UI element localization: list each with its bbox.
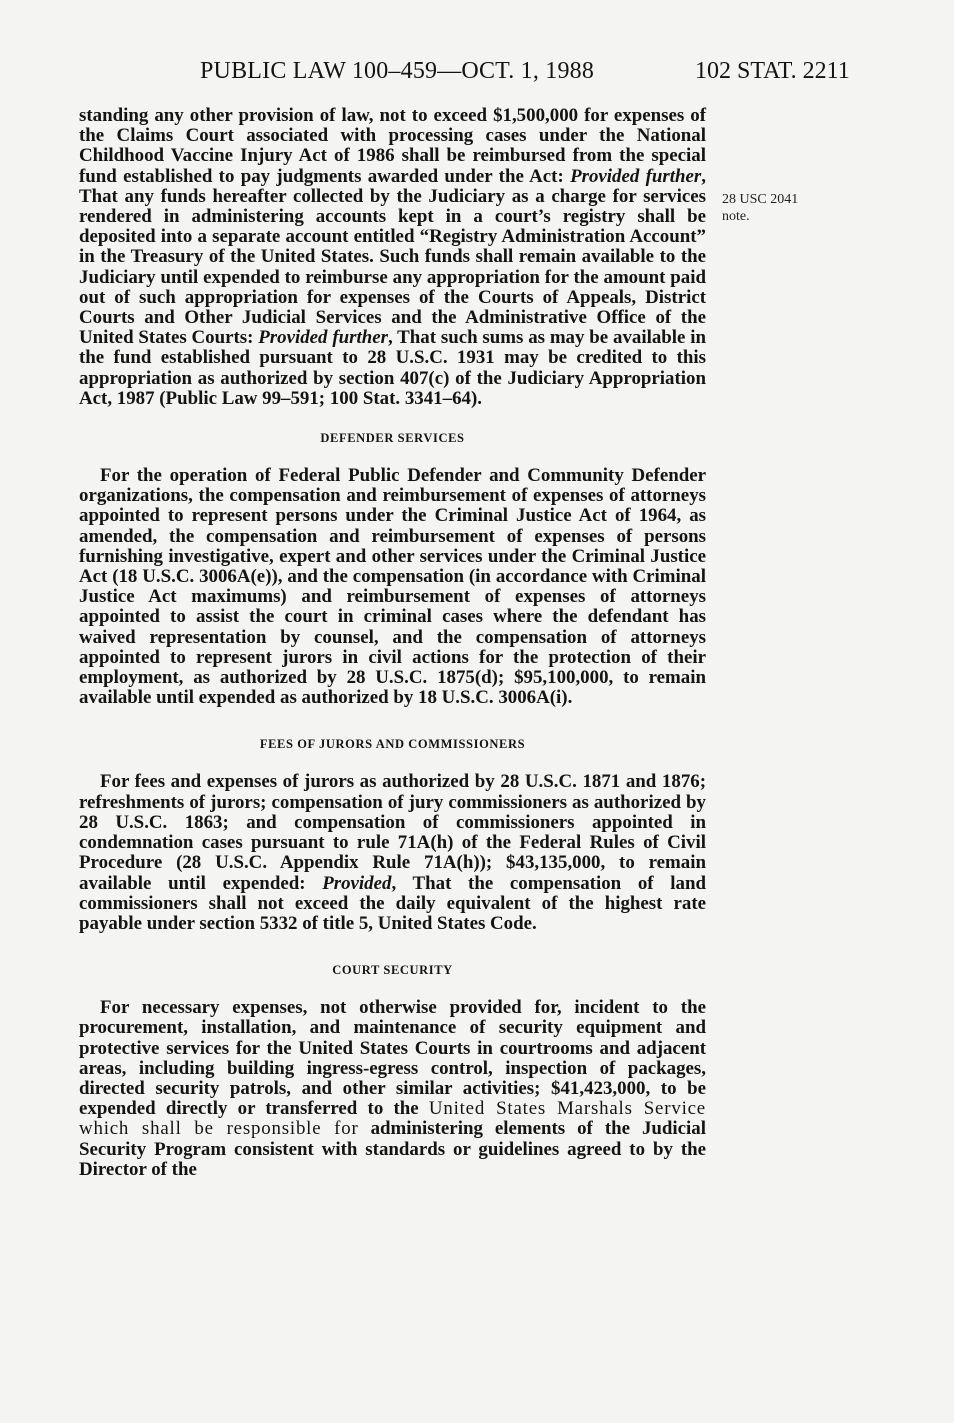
continued-paragraph [79, 106, 706, 409]
court-security-paragraph [79, 998, 706, 1180]
margin-note-citation: 28 USC 2041 [722, 192, 799, 207]
para-text: For necessary expenses, not otherwise provided for, incident to the procurement, installation, and maintenance of security equipment and protective services for the United States Courts in courtrooms and adjacent areas, including building ingress-egress control, inspection of packages, directed security patrols, and other similar activities; $41,423,000, to be expended directly or transferred to the [79, 997, 706, 1120]
fees-of-jurors-paragraph [79, 772, 706, 934]
proviso-italic: Provided further [570, 165, 702, 187]
para-text-light: United States Marshals Service which shall be responsible for [79, 1098, 706, 1140]
para-text: administering elements of the Judicial Security Program consistent with standards or guidelines agreed to by the Director of the [79, 1118, 707, 1180]
margin-note-label: note. [722, 209, 750, 224]
para-text: , That such sums as may be available in the fund established pursuant to 28 U.S.C. 1931 may be credited to this appropriation as authorized by section 407(c) of the Judiciary Appropriation Act, 1987 (Public Law 99–591; 100 Stat. 3341–64). [79, 327, 706, 409]
running-title: PUBLIC LAW 100–459—OCT. 1, 1988 [200, 58, 595, 84]
proviso-italic: Provided [322, 872, 392, 894]
defender-services-paragraph: For the operation of Federal Public Defender and Community Defender organizations, the compensation and reimbursement of expenses of attorneys appointed to represent persons under the Criminal Justice Act of 1964, as amended, the compensation and reimbursement of expenses of persons furnishing investigative, expert and other services under the Criminal Justice Act (18 U.S.C. 3006A(e)), and the compensation (in accordance with Criminal Justice Act maximums) and reimbursement of expenses of attorneys appointed to assist the court in criminal cases where the defendant has waived representation by counsel, and the compensation of attorneys appointed to represent jurors in civil actions for the protection of their employment, as authorized by 28 U.S.C. 1875(d); $95,100,000, to remain available until expended as authorized by 18 U.S.C. 3006A(i). [79, 465, 706, 709]
para-text: , That the compensation of land commissioners shall not exceed the daily equivalent of the highest rate payable under section 5332 of title 5, United States Code. [79, 872, 706, 934]
body-column [79, 106, 706, 1180]
page-header [0, 58, 954, 88]
margin-note [722, 191, 798, 225]
section-heading-defender-services: DEFENDER SERVICES [320, 431, 465, 446]
section-heading-court-security: COURT SECURITY [332, 963, 453, 978]
para-text: standing any other provision of law, not to exceed $1,500,000 for expenses of the Claims Court associated with processing cases under the National Childhood Vaccine Injury Act of 1986 shall be reimbursed from the special fund established to pay judgments awarded under the Act: [79, 105, 706, 187]
para-text: For fees and expenses of jurors as authorized by 28 U.S.C. 1871 and 1876; refreshments of jurors; compensation of jury commissioners as authorized by 28 U.S.C. 1863; and compensation of commissioners appointed in condemnation cases pursuant to rule 71A(h) of the Federal Rules of Civil Procedure (28 U.S.C. Appendix Rule 71A(h)); $43,135,000, to remain available until expended: [79, 771, 706, 894]
stat-page-number: 102 STAT. 2211 [695, 58, 850, 84]
para-text: , That any funds hereafter collected by the Judiciary as a charge for services rendered in administering accounts kept in a court’s registry shall be deposited into a separate account entitled “Registry Administration Account” in the Treasury of the United States. Such funds shall remain available to the Judiciary until expended to reimburse any appropriation for the amount paid out of such appropriation for expenses of the Courts of Appeals, District Courts and Other Judicial Services and the Administrative Office of the United States Courts: [79, 165, 706, 349]
proviso-italic: Provided further [258, 327, 388, 349]
section-heading-fees-of-jurors: FEES OF JURORS AND COMMISSIONERS [259, 737, 526, 752]
